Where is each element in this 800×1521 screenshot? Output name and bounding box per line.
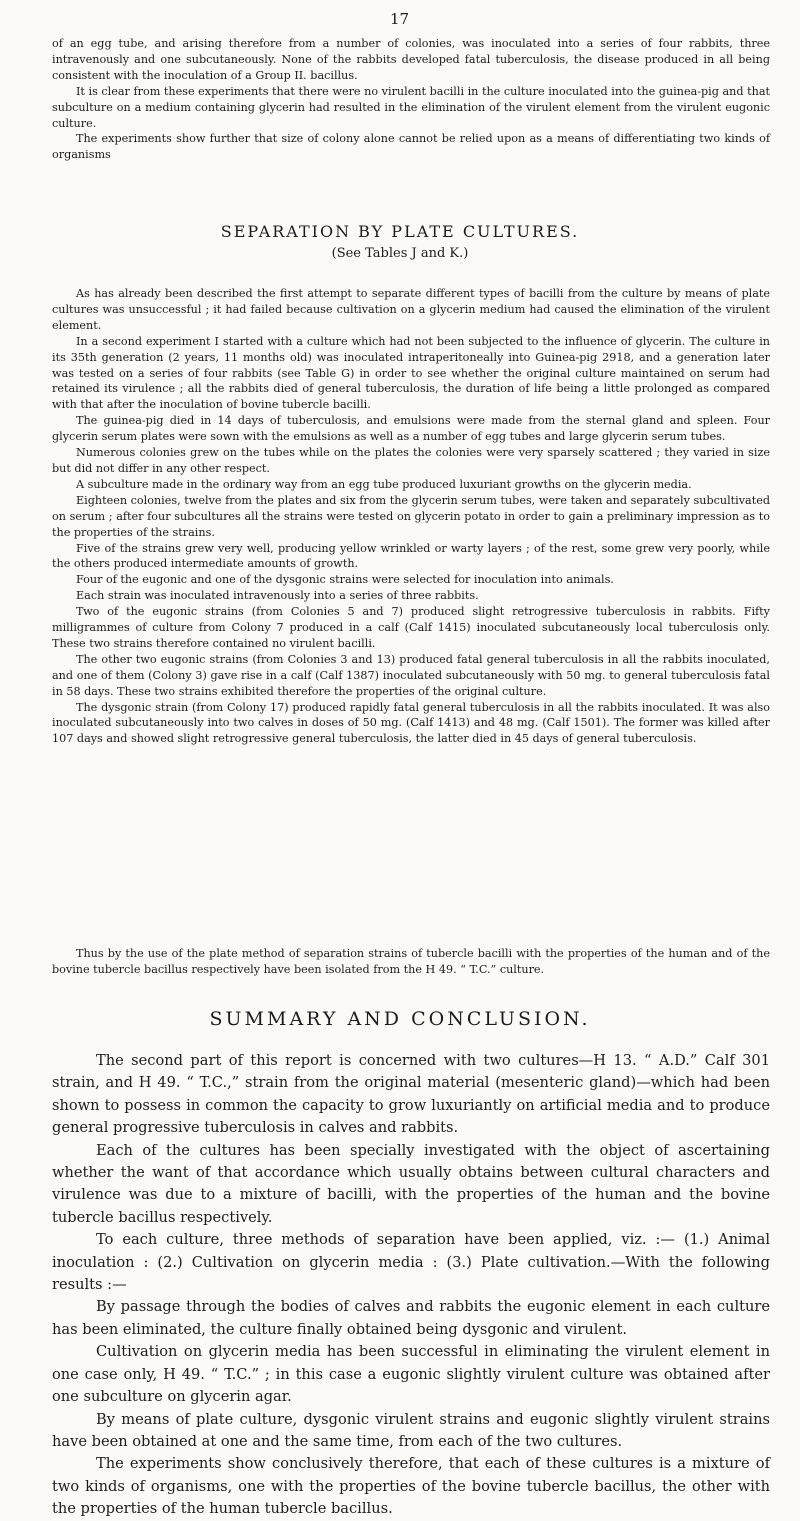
paragraph: Eighteen colonies, twelve from the plates and six from the glycerin serum tubes, were taken and separately subcultivated on serum ; after four subcultures all the strains were tested on glycerin potato in order to gain a preliminary impression as to the properties of the strains.	[52, 493, 770, 539]
paragraph: The experiments show conclusively therefore, that each of these cultures is a mixture of two kinds of organisms, one with the properties of the bovine tubercle bacillus, the other with the properties of the human tubercle bacillus.	[52, 1455, 770, 1518]
paragraph: By means of plate culture, dysgonic virulent strains and eugonic slightly virulent strains have been obtained at one and the same time, from each of the two cultures.	[52, 1410, 770, 1450]
intro-text	[52, 36, 770, 163]
paragraph: As has already been described the first attempt to separate different types of bacilli from the culture by means of plate cultures was unsuccessful ; it had failed because cultivation on a glycerin medium had caused the elimination of the virulent element.	[52, 287, 770, 332]
paragraph: Each of the cultures has been specially investigated with the object of ascertaining whether the want of that accordance which usually obtains between cultural characters and virulence was due to a mixture of bacilli, with the properties of the human and the bovine tubercle bacillus respectively.	[52, 1141, 770, 1226]
paragraph: By passage through the bodies of calves and rabbits the eugonic element in each culture has been eliminated, the culture finally obtained being dysgonic and virulent.	[52, 1298, 770, 1338]
paragraph: It is clear from these experiments that there were no virulent bacilli in the culture inoculated into the guinea-pig and that subculture on a medium containing glycerin had resulted in the elimination of the virulent element from the virulent eugonic culture.	[52, 84, 770, 130]
paragraph: To each culture, three methods of separation have been applied, viz. :— (1.) Animal inoculation : (2.) Cultivation on glycerin media : (3.) Plate cultivation.—With the following results :—	[52, 1231, 770, 1294]
paragraph: The dysgonic strain (from Colony 17) produced rapidly fatal general tuberculosis in all the rabbits inoculated. It was also inoculated subcutaneously into two calves in doses of 50 mg. (Calf 1413) and 48 mg. (Calf 1501). The former was killed after 107 days and showed slight retrogressive general tuberculosis, the latter died in 45 days of general tuberculosis.	[52, 700, 770, 746]
paragraph: Two of the eugonic strains (from Colonies 5 and 7) produced slight retrogressive tuberculosis in rabbits. Fifty milligrammes of culture from Colony 7 produced in a calf (Calf 1415) inoculated subcutaneously local tuberculosis only. These two strains therefore contained no virulent bacilli.	[52, 605, 770, 650]
page-number: 17	[390, 10, 410, 28]
paragraph: The second part of this report is concerned with two cultures—H 13. “ A.D.” Calf 301 strain, and H 49. “ T.C.,” strain from the original material (mesenteric gland)—which had been shown to possess in common the capacity to grow luxuriantly on artificial media and to produce general progressive tuberculosis in calves and rabbits.	[52, 1052, 770, 1137]
paragraph: Cultivation on glycerin media has been successful in eliminating the virulent element in one case only, H 49. “ T.C.” ; in this case a eugonic slightly virulent culture was obtained after one subculture on glycerin agar.	[52, 1343, 770, 1406]
paragraph: A subculture made in the ordinary way from an egg tube produced luxuriant growths on the glycerin media.	[76, 477, 692, 491]
paragraph: The other two eugonic strains (from Colonies 3 and 13) produced fatal general tuberculosis in all the rabbits inoculated, and one of them (Colony 3) gave rise in a calf (Calf 1387) inoculated subcutaneously with 50 mg. to general tuberculosis fatal in 58 days. These two strains exhibited therefore the properties of the original culture.	[52, 652, 770, 698]
section-closing-paragraph: Thus by the use of the plate method of separation strains of tubercle bacilli with the properties of the human and of the bovine tubercle bacillus respectively have been isolated from the H 49. “ T.C.” culture.	[52, 947, 770, 976]
paragraph: Numerous colonies grew on the tubes while on the plates the colonies were very sparsely scattered ; they varied in size but did not differ in any other respect.	[52, 446, 770, 475]
paragraph: The guinea-pig died in 14 days of tuberculosis, and emulsions were made from the sternal gland and spleen. Four glycerin serum plates were sown with the emulsions as well as a number of egg tubes and large glycerin serum tubes.	[52, 414, 770, 444]
paragraph: In a second experiment I started with a culture which had not been subjected to the influence of glycerin. The culture in its 35th generation (2 years, 11 months old) was inoculated intraperitoneally into Guinea-pig 2918, and a generation later was tested on a series of four rabbits (see Table G) in order to see whether the original culture maintained on serum had retained its virulence ; all the rabbits died of general tuberculosis, the duration of life being a little prolonged as compared with that after the inoculation of bovine tubercle bacilli.	[52, 334, 770, 412]
paragraph: Five of the strains grew very well, producing yellow wrinkled or warty layers ; of the rest, some grew very poorly, while the others produced intermediate amounts of growth.	[52, 541, 770, 571]
paragraph: The experiments show further that size of colony alone cannot be relied upon as a means of differentiating two kinds of organisms	[52, 132, 770, 162]
paragraph: Four of the eugonic and one of the dysgonic strains were selected for inoculation into animals.	[76, 573, 614, 587]
paragraph: Each strain was inoculated intravenously into a series of three rabbits.	[76, 589, 479, 603]
section-heading: SUMMARY AND CONCLUSION.	[209, 1008, 591, 1030]
summary-body	[52, 1050, 770, 1521]
section-subheading: (See Tables J and K.)	[331, 246, 469, 261]
section-body	[52, 286, 770, 747]
section-heading: SEPARATION BY PLATE CULTURES.	[220, 222, 580, 241]
paragraph: of an egg tube, and arising therefore from a number of colonies, was inoculated into a series of four rabbits, three intravenously and one subcutaneously. None of the rabbits developed fatal tuberculosis, the disease produced in all being consistent with the inoculation of a Group II. bacillus.	[52, 37, 770, 82]
